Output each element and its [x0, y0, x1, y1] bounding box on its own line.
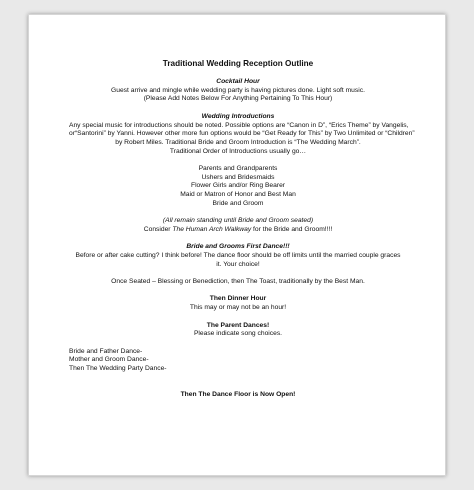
dance-list-item: Then The Wedding Party Dance-: [69, 365, 167, 373]
first-dance-text-1: Before or after cake cutting? I think before! The dance floor should be off limits until the married couple graces: [75, 252, 401, 259]
seated-text: Once Seated – Blessing or Benediction, then The Toast, traditionally by the Best Man.: [111, 278, 365, 286]
consider-suffix: for the Bride and Groom!!!!: [251, 225, 333, 233]
intro-heading: Wedding Introductions: [201, 112, 275, 120]
order-item: Ushers and Bridesmaids: [201, 173, 275, 181]
cocktail-text-2: (Please Add Notes Below For Anything Pertaining To This Hour): [143, 95, 333, 103]
dinner-heading: Then Dinner Hour: [209, 295, 267, 303]
first-dance-text-2: it. Your choice!: [216, 260, 260, 268]
order-item: Parents and Grandparents: [198, 165, 278, 172]
parent-dances-text: Please indicate song choices.: [193, 330, 283, 338]
document-title: Traditional Wedding Reception Outline: [162, 59, 314, 68]
cocktail-heading: Cocktail Hour: [216, 78, 260, 85]
dance-list-item: Bride and Father Dance-: [69, 347, 143, 355]
intro-text-2: or“Santorini” by Yanni. However other more fun options would be “Get Ready for This” by Two Unlimited or “Children”: [69, 130, 415, 138]
parent-dances-heading: The Parent Dances!: [206, 321, 270, 329]
intro-text-3: by Robert Miles. Traditional Bride and Groom Introduction is “The Wedding March”.: [115, 138, 361, 146]
consider-prefix: Consider: [143, 225, 173, 233]
cocktail-text-1: Guest arrive and mingle while wedding party is having pictures done. Light soft music.: [111, 86, 365, 94]
human-arch-walkway: The Human Arch Walkway: [172, 225, 252, 233]
order-item: Bride and Groom: [212, 199, 264, 207]
order-item: Maid or Matron of Honor and Best Man: [180, 191, 296, 199]
consider-line: [69, 226, 407, 235]
first-dance-heading: Bride and Grooms First Dance!!!: [186, 243, 290, 251]
closing-line: Then The Dance Floor is Now Open!: [180, 391, 296, 399]
intro-text-4: Traditional Order of Introductions usually go…: [169, 147, 307, 155]
standing-note: (All remain standing until Bride and Groom seated): [162, 217, 314, 225]
intro-text-1: Any special music for introductions should be noted. Possible options are “Canon in D”, “Erics Theme” by Vangelis,: [69, 121, 409, 129]
order-item: Flower Girls and/or Ring Bearer: [190, 182, 286, 190]
dance-list-item: Mother and Groom Dance-: [69, 356, 149, 364]
dinner-text: This may or may not be an hour!: [189, 304, 287, 312]
document-page: [28, 14, 446, 476]
document-content: [69, 59, 415, 400]
